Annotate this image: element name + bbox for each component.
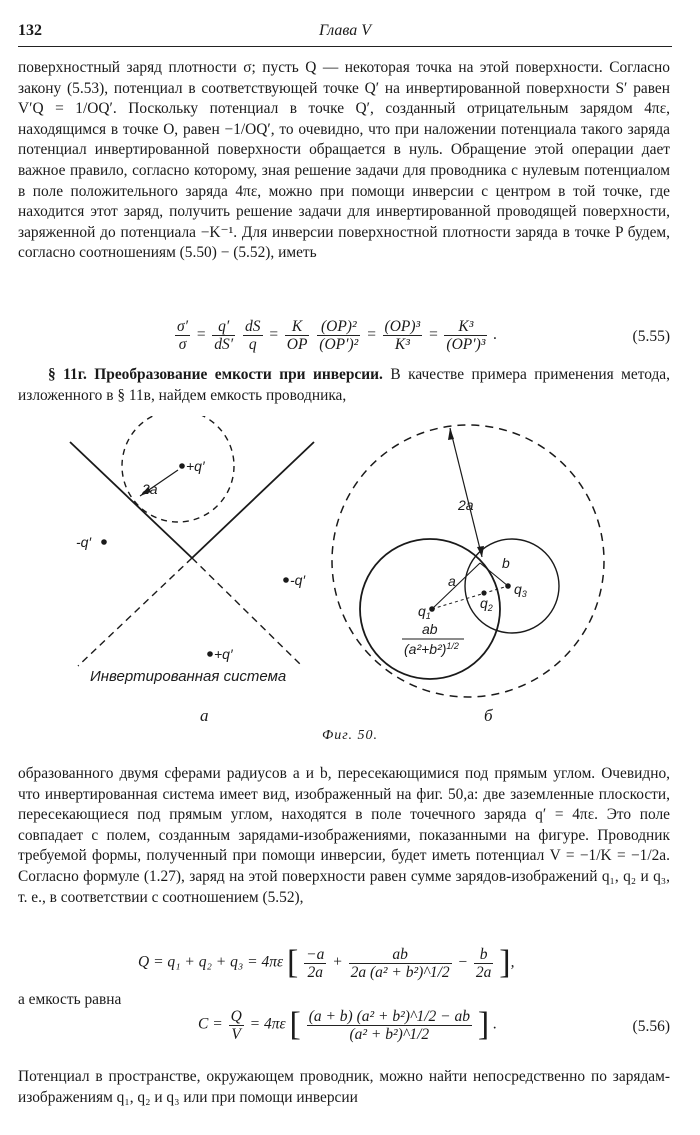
equation-5-56: C = $\frac{Q}{V}$ = 4πε [ $\frac{\text{(a + b) (a² + b²)\textasciicircum{}1/2 − ab}}{\text{(a² + b²)\textasciicircum{}1/2}}$ ] . (5.56) — [198, 1006, 670, 1043]
capacity-intro-text: а емкость равна — [18, 991, 122, 1008]
label-minus-q-right: -q′ — [290, 572, 306, 588]
subfigure-label-a: а — [200, 706, 209, 725]
radius-2a-right — [450, 428, 482, 557]
label-minus-q-left: -q′ — [76, 534, 92, 550]
paragraph-2-text: образованного двумя сферами радиусов a и b, пересекающимися под прямым углом. Очевидно, что инвертированная система имеет вид, изображенный на фиг. 50,a: две заземленные плоскости, пересекающиеся под прямым углом, находятся в поле точечного заряда q′ = 4πε. Это поле совпадает с полем, созданным зарядами-изображениями, показанными на фигуре. Проводник требуемой формы, полученный при помощи инверсии, будет иметь потенциал V = −1/K = −1/2a. Согласно формуле (1.27), заряд на этой поверхности равен сумме зарядов-изображений q₁, q₂ и q₃, т. е., в соответствии с соотношением (5.52), — [18, 765, 670, 906]
charge-plus-bottom — [207, 651, 213, 657]
eq-q-lhs: Q = q₁ + q₂ + q₃ = 4πε — [138, 953, 284, 971]
sphere-dashed-a — [122, 416, 234, 522]
frac-5: $\frac{\text{(OP)³}}{\text{K³}}$ — [384, 318, 421, 353]
label-q3: $q_3$ — [514, 581, 527, 599]
label-b: b — [502, 555, 510, 571]
paragraph-1-text: поверхностный заряд плотности σ; пусть Q — некоторая точка на этой поверхности. Согласно закону (5.53), потенциал в соответствующей точке Q′ на инвертированной поверхности S′ равен V′Q = 1/OQ′. Поскольку потенциал в точке Q′, созданный отрицательным зарядом 4πε, находящимся в точке O, равен −1/OQ′, то очевидно, что при наложении потенциала такого заряда потенциал инвертированной поверхности обращается в нуль. Обращение этой операции дает важное правило, согласно которому, зная решение задачи для проводника с нулевым потенциалом в поле положительного заряда 4πε, можно при помощи инверсии с центром в той точке, где находится этот заряд, получить решение задачи для инвертированной проводящей поверхности, заряженной до потенциала −K⁻¹. Для инверсии поверхностной плотности заряда в точке P будем, согласно соотношениям (5.50) − (5.52), иметь — [18, 59, 670, 262]
label-a: a — [448, 573, 456, 589]
label-q2: $q_2$ — [480, 595, 493, 613]
plane-right — [192, 442, 314, 558]
arrow-2a-bottom — [477, 546, 484, 557]
label-2a-left: 2a — [142, 481, 158, 497]
section-paragraph — [18, 365, 670, 406]
equation-number-5-55: (5.55) — [632, 328, 670, 345]
plane-left-dashed — [78, 558, 192, 666]
label-ab: ab — [422, 621, 438, 637]
page-number: 132 — [18, 22, 42, 39]
label-q1: $q_1$ — [418, 603, 431, 621]
charge-q3 — [505, 583, 511, 589]
paragraph-3 — [18, 1067, 670, 1108]
equation-5-55: $\frac{\sigma'}{\sigma}$ = $\frac{q'}{dS'}$ $\frac{dS}{q}$ = $\frac{K}{OP}$ $\frac{\text{(OP)²}}{\text{(OP′)²}}$ = $\frac{\text{(OP)³}}{\text{K³}}$ = $\frac{\text{K³}}{\text{(OP′)³}}$ . (5.55) — [177, 318, 670, 353]
page-header — [18, 22, 672, 47]
plane-right-dashed — [192, 558, 302, 666]
label-ab-den: $(a^2+b^2)^{1/2}$ — [404, 641, 459, 657]
label-2a-right: 2a — [458, 497, 474, 513]
frac-lhs: $\frac{\sigma'}{\sigma}$ — [177, 318, 189, 353]
charge-minus-right — [283, 577, 289, 583]
chapter-title: Глава V — [318, 22, 372, 39]
charge-minus-left — [101, 539, 107, 545]
section-text: В качестве примера применения метода, изложенного в § 11в, найдем емкость проводника, — [18, 366, 670, 404]
frac-1: $\frac{q'}{dS'}$ — [214, 318, 234, 353]
frac-4: $\frac{\text{(OP)²}}{\text{(OP′)²}}$ — [319, 318, 359, 353]
label-q-plus-top: +q′ — [186, 458, 205, 474]
outer-sphere-dashed — [332, 425, 604, 697]
frac-6: $\frac{\text{K³}}{\text{(OP′)³}}$ — [446, 318, 486, 353]
eq-c-lhs: C = — [198, 1015, 223, 1033]
paragraph-2 — [18, 764, 670, 908]
section-title: § 11г. Преобразование емкости при инверсии. — [48, 366, 383, 383]
figure-50 — [18, 416, 678, 756]
paragraph-3-text: Потенциал в пространстве, окружающем проводник, можно найти непосредственно по зарядам-изображениям q₁, q₂ и q₃ или при помощи инверсии — [18, 1068, 670, 1106]
inverted-system-label: Инвертированная система — [90, 668, 287, 685]
paragraph-1 — [18, 58, 670, 264]
equation-q: Q = q₁ + q₂ + q₃ = 4πε [ $\frac{-a}{2a}$ + $\frac{ab}{\text{2a (a² + b²)\textasciicircum{}1/2}}$ − $\frac{b}{2a}$ ], — [138, 944, 515, 981]
frac-3: $\frac{K}{OP}$ — [286, 318, 308, 353]
frac-2: $\frac{dS}{q}$ — [245, 318, 261, 353]
subfigure-label-b: б — [484, 706, 493, 725]
figure-caption: Фиг. 50. — [321, 728, 379, 743]
sphere-b — [465, 539, 559, 633]
label-q-plus-bottom: +q′ — [214, 646, 233, 662]
charge-plus-top — [179, 463, 185, 469]
equation-number-5-56: (5.56) — [632, 1018, 670, 1035]
